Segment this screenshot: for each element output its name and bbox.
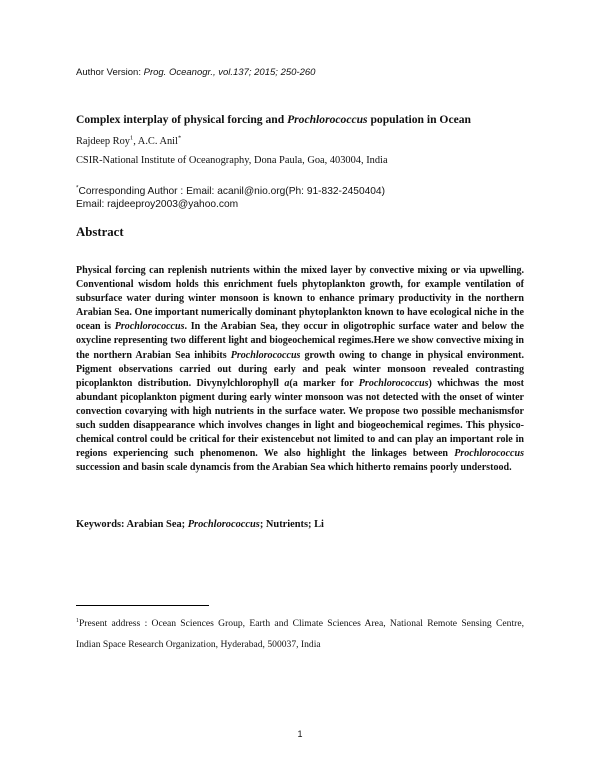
abstract-text: Physical forcing can replenish nutrients within the mixed layer by convective mixing or via upwelling. Conventional wisdom holds this enrichment fuels phytoplankton growth, for example ventilation of subsurface water during winter monsoon is known to enhance primary productivity in the northern Arabian Sea. One important numerically dominant phytoplankton known to have ecological niche in the ocean is xyxy=(76,265,524,333)
affiliation: CSIR-National Institute of Oceanography, Dona Paula, Goa, 403004, India xyxy=(76,155,388,166)
title-text-end: population in Ocean xyxy=(367,113,471,126)
keyword-italic: Prochlorococcus xyxy=(187,519,260,530)
abstract-text: succession and basin scale dynamcis from the Arabian Sea which hitherto remains poorly understood. xyxy=(76,462,512,474)
paper-title xyxy=(76,113,471,126)
author-list xyxy=(76,136,181,147)
corresponding-mark: * xyxy=(76,184,79,192)
author-name: Rajdeep Roy xyxy=(76,136,130,147)
author-version-line xyxy=(76,67,315,78)
pigment-italic: a xyxy=(284,377,290,389)
keywords-line xyxy=(76,519,324,530)
page-number: 1 xyxy=(297,729,303,739)
species-name: Prochlorococcus xyxy=(230,349,301,361)
keywords-rest: ; Nutrients; Li xyxy=(259,519,324,530)
species-name: Prochlorococcus xyxy=(358,377,429,389)
footnote-divider xyxy=(76,605,209,606)
footnote xyxy=(76,613,524,655)
author-footnote-mark: 1 xyxy=(129,134,134,142)
author-name: , A.C. Anil xyxy=(133,136,178,147)
footnote-mark: 1 xyxy=(76,617,79,624)
corresponding-author-block xyxy=(76,185,385,211)
abstract-heading: Abstract xyxy=(76,225,124,239)
keywords-label: Keywords: Arabian Sea; xyxy=(76,519,188,530)
author-version-label: Author Version: xyxy=(76,67,144,78)
title-text: Complex interplay of physical forcing and xyxy=(76,113,288,126)
abstract-text: growth owing to change in physical environment. Pigment observations carried out during early and peak winter monsoon revealed contrasting picoplankton distribution. Divynylchlorophyll xyxy=(76,349,524,389)
footnote-text: Present address : Ocean Sciences Group, Earth and Climate Sciences Area, National Remote Sensing Centre, Indian Space Research Organization, Hyderabad, 500037, India xyxy=(76,618,524,650)
corresponding-mark: * xyxy=(177,134,182,142)
secondary-email-line: Email: rajdeeproy2003@yahoo.com xyxy=(76,199,239,210)
title-italic-term: Prochlorococcus xyxy=(287,113,368,126)
corresponding-author-line xyxy=(76,185,385,198)
abstract-body xyxy=(76,264,524,475)
journal-citation: Prog. Oceanogr., vol.137; 2015; 250-260 xyxy=(143,67,316,78)
corresponding-email: Corresponding Author : Email: acanil@nio.org(Ph: 91-832-2450404) xyxy=(78,186,385,197)
species-name: Prochlorococcus xyxy=(454,448,524,460)
abstract-text: (a marker for xyxy=(289,377,359,389)
species-name: Prochlorococcus xyxy=(114,321,185,333)
abstract-text: ) whichwas the most abundant picoplankton pigment during early winter monsoon was not detected with the onset of winter convection covarying with high nutrients in the surface water. We propose two possible mechanismsfor such sudden disappearance which involves changes in light and biogeochemical regimes. This physico-chemical control could be critical for their existencebut not limited to and can play an important role in regions experiencing such phenomenon. We also highlight the linkages between xyxy=(76,377,524,460)
abstract-text: . In the Arabian Sea, they occur in oligotrophic surface water and below the oxycline representing two different light and biogeochemical regimes.Here we show convective mixing in the northern Arabian Sea inhibits xyxy=(76,321,525,361)
